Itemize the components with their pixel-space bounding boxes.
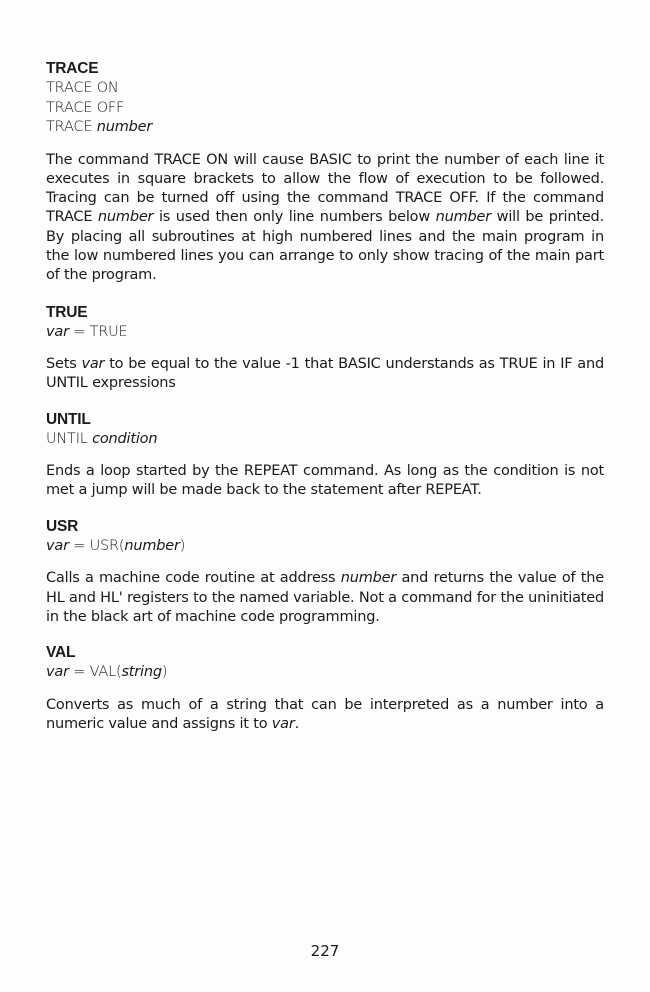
syntax-line bbox=[46, 99, 604, 119]
syntax-line bbox=[46, 323, 604, 343]
syntax-line bbox=[46, 537, 604, 557]
syntax-text: = USR( bbox=[68, 537, 125, 554]
entry-description bbox=[46, 355, 604, 394]
entry-description bbox=[46, 151, 604, 286]
syntax-text: TRACE OFF bbox=[46, 99, 125, 116]
syntax-line bbox=[46, 118, 604, 138]
entry-heading: USR bbox=[46, 517, 79, 535]
syntax-text: UNTIL bbox=[46, 430, 93, 447]
entry-heading: UNTIL bbox=[46, 410, 91, 428]
syntax-text: ) bbox=[179, 537, 186, 554]
syntax-param: string bbox=[121, 664, 162, 681]
desc-text: will be printed. By placing all subroutines at high numbered lines and the main program in the low numbered lines you can arrange to only show tracing of the main part of the program. bbox=[46, 209, 604, 284]
syntax-text: = TRUE bbox=[68, 323, 128, 340]
desc-param: var bbox=[81, 356, 105, 373]
desc-text: to be equal to the value -1 that BASIC understands as TRUE in IF and UNTIL expressions bbox=[46, 356, 604, 392]
entry-heading: TRACE bbox=[46, 60, 99, 77]
desc-text: Ends a loop started by the REPEAT command. As long as the condition is not met a jump will be made back to the statement after REPEAT. bbox=[46, 463, 604, 499]
desc-text: is used then only line numbers below bbox=[153, 209, 436, 226]
entry-true bbox=[46, 303, 604, 394]
desc-text: The command TRACE ON will cause BASIC to print the number of each line it executes in square brackets to allow the flow of execution to be followed. Tracing can be turned off using the command TRACE OFF. If the command TRACE bbox=[46, 151, 604, 226]
entry-heading: VAL bbox=[46, 644, 76, 662]
syntax-line bbox=[46, 430, 604, 450]
syntax-text: TRACE bbox=[46, 119, 97, 135]
entry-heading: TRUE bbox=[46, 303, 88, 321]
desc-text: . bbox=[294, 715, 300, 732]
syntax-text: ) bbox=[161, 664, 168, 681]
syntax-param: var bbox=[46, 664, 69, 681]
desc-param: var bbox=[271, 715, 295, 732]
desc-text: Calls a machine code routine at address bbox=[46, 570, 341, 587]
syntax-line bbox=[46, 79, 604, 99]
syntax-text: TRACE ON bbox=[46, 80, 119, 96]
desc-text: Sets bbox=[46, 356, 82, 373]
syntax-line bbox=[46, 663, 604, 683]
entry-description bbox=[46, 696, 604, 735]
syntax-text: = VAL( bbox=[68, 664, 122, 681]
desc-text: and returns the value of the HL and HL' registers to the named variable. Not a command for the uninitiated in the black art of machine code programming. bbox=[46, 570, 605, 625]
syntax-param: var bbox=[46, 537, 69, 554]
desc-text: Converts as much of a string that can be interpreted as a number into a numeric value and assigns it to bbox=[46, 696, 604, 732]
entry-description bbox=[46, 462, 604, 501]
entry-trace bbox=[46, 59, 604, 286]
page-number: 227 bbox=[310, 942, 340, 960]
entry-usr bbox=[46, 517, 604, 627]
syntax-param: number bbox=[124, 537, 180, 554]
syntax-param: condition bbox=[92, 430, 158, 447]
desc-param: number bbox=[97, 209, 154, 226]
desc-param: number bbox=[340, 570, 397, 587]
entry-val bbox=[46, 643, 604, 734]
syntax-param: number bbox=[96, 119, 153, 135]
desc-param: number bbox=[435, 209, 492, 226]
entry-until bbox=[46, 410, 604, 501]
syntax-param: var bbox=[46, 323, 69, 340]
entry-description bbox=[46, 569, 604, 627]
page-content bbox=[46, 59, 604, 734]
